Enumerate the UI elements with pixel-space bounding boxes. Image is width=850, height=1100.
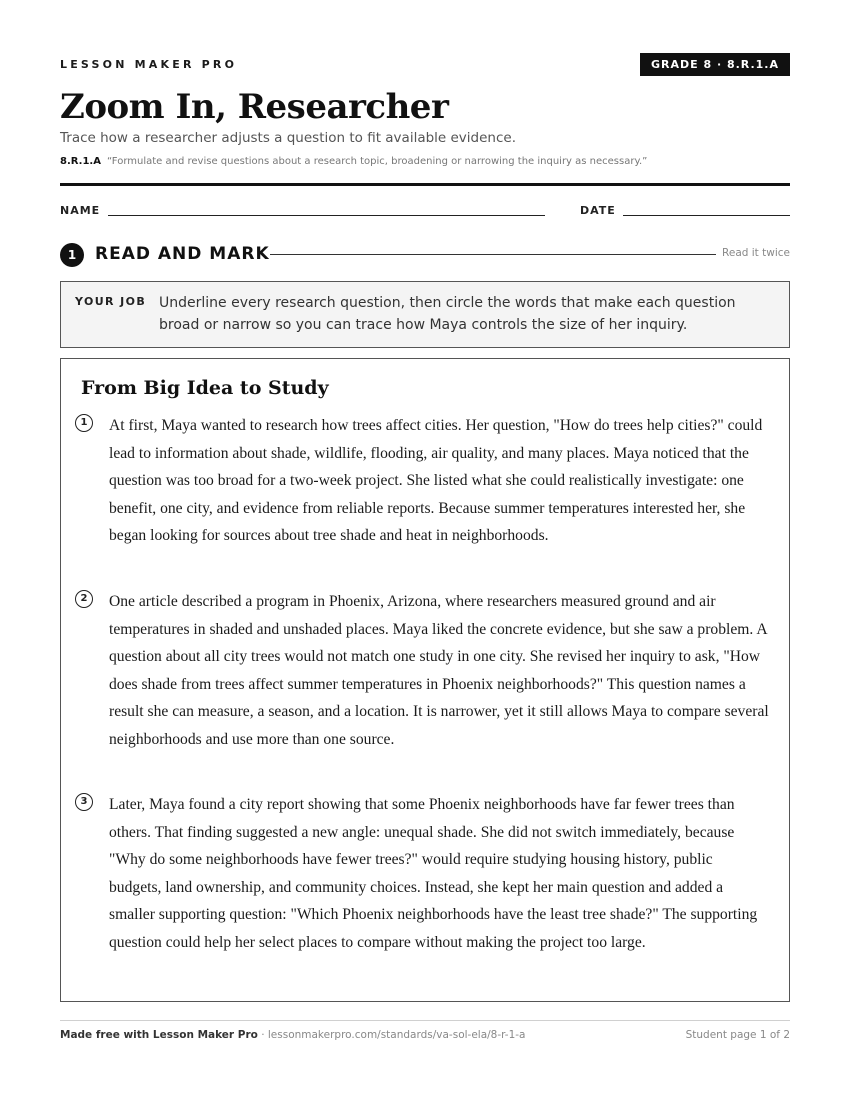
standard-text: “Formulate and revise questions about a research topic, broadening or narrowing the inquiry as necessary.”	[106, 156, 648, 167]
passage-title: From Big Idea to Study	[81, 377, 329, 399]
name-label: NAME	[60, 204, 101, 217]
section-title: READ AND MARK	[95, 244, 270, 264]
footer-divider	[60, 1020, 790, 1021]
page-count: Student page 1 of 2	[685, 1029, 790, 1041]
standard-line	[60, 156, 647, 167]
paragraph-number: 2	[75, 590, 93, 608]
footer-url[interactable]: · lessonmakerpro.com/standards/va-sol-ela/8-r-1-a	[257, 1029, 526, 1041]
reading-passage	[60, 358, 790, 1002]
section-hint: Read it twice	[722, 247, 790, 259]
section-number-badge: 1	[60, 243, 84, 267]
paragraph-text: One article described a program in Phoenix, Arizona, where researchers measured ground and air temperatures in shaded and unshaded places. Maya liked the concrete evidence, but she saw a problem. A question about all city trees would not match one study in one city. She revised her inquiry to ask, "How does shade from trees affect summer temperatures in Phoenix neighborhoods?" This question names a result she can measure, a season, and a location. It is narrower, yet it still allows Maya to compare several neighborhoods and use more than one source.	[109, 593, 769, 748]
your-job-box	[60, 281, 790, 348]
grade-badge: GRADE 8 · 8.R.1.A	[640, 53, 790, 76]
paragraph-number: 3	[75, 793, 93, 811]
date-field[interactable]	[623, 215, 790, 216]
standard-code: 8.R.1.A	[60, 156, 101, 167]
paragraph-text: At first, Maya wanted to research how trees affect cities. Her question, "How do trees help cities?" could lead to information about shade, wildlife, flooding, air quality, and many places. Maya noticed that the question was too broad for a two-week project. She listed what she could realistically investigate: one benefit, one city, and evidence from reliable reports. Because summer temperatures interested her, she began looking for sources about tree shade and heat in neighborhoods.	[109, 417, 763, 544]
name-field[interactable]	[108, 215, 545, 216]
paragraph-number: 1	[75, 414, 93, 432]
page-subtitle: Trace how a researcher adjusts a question to fit available evidence.	[60, 130, 517, 146]
footer	[60, 1029, 790, 1041]
brand-name: LESSON MAKER PRO	[60, 58, 238, 71]
footer-credit: Made free with Lesson Maker Pro	[60, 1029, 258, 1041]
paragraph-text: Later, Maya found a city report showing that some Phoenix neighborhoods have far fewer trees than others. That finding suggested a new angle: unequal shade. She did not switch immediately, because "Why do some neighborhoods have fewer trees?" would require studying housing history, public budgets, land ownership, and community choices. Instead, she kept her main question and added a smaller supporting question: "Which Phoenix neighborhoods have the least tree shade?" The supporting question could help her select places to compare without making the project too large.	[109, 796, 758, 951]
date-label: DATE	[580, 204, 616, 217]
your-job-label: YOUR JOB	[75, 295, 147, 308]
section-header	[60, 242, 790, 266]
name-date-row	[60, 203, 790, 219]
section-rule	[270, 254, 716, 255]
your-job-text: Underline every research question, then circle the words that make each question broad or narrow so you can trace how Maya controls the size of her inquiry.	[159, 295, 736, 333]
header-divider	[60, 183, 790, 186]
page-title: Zoom In, Researcher	[60, 87, 449, 127]
